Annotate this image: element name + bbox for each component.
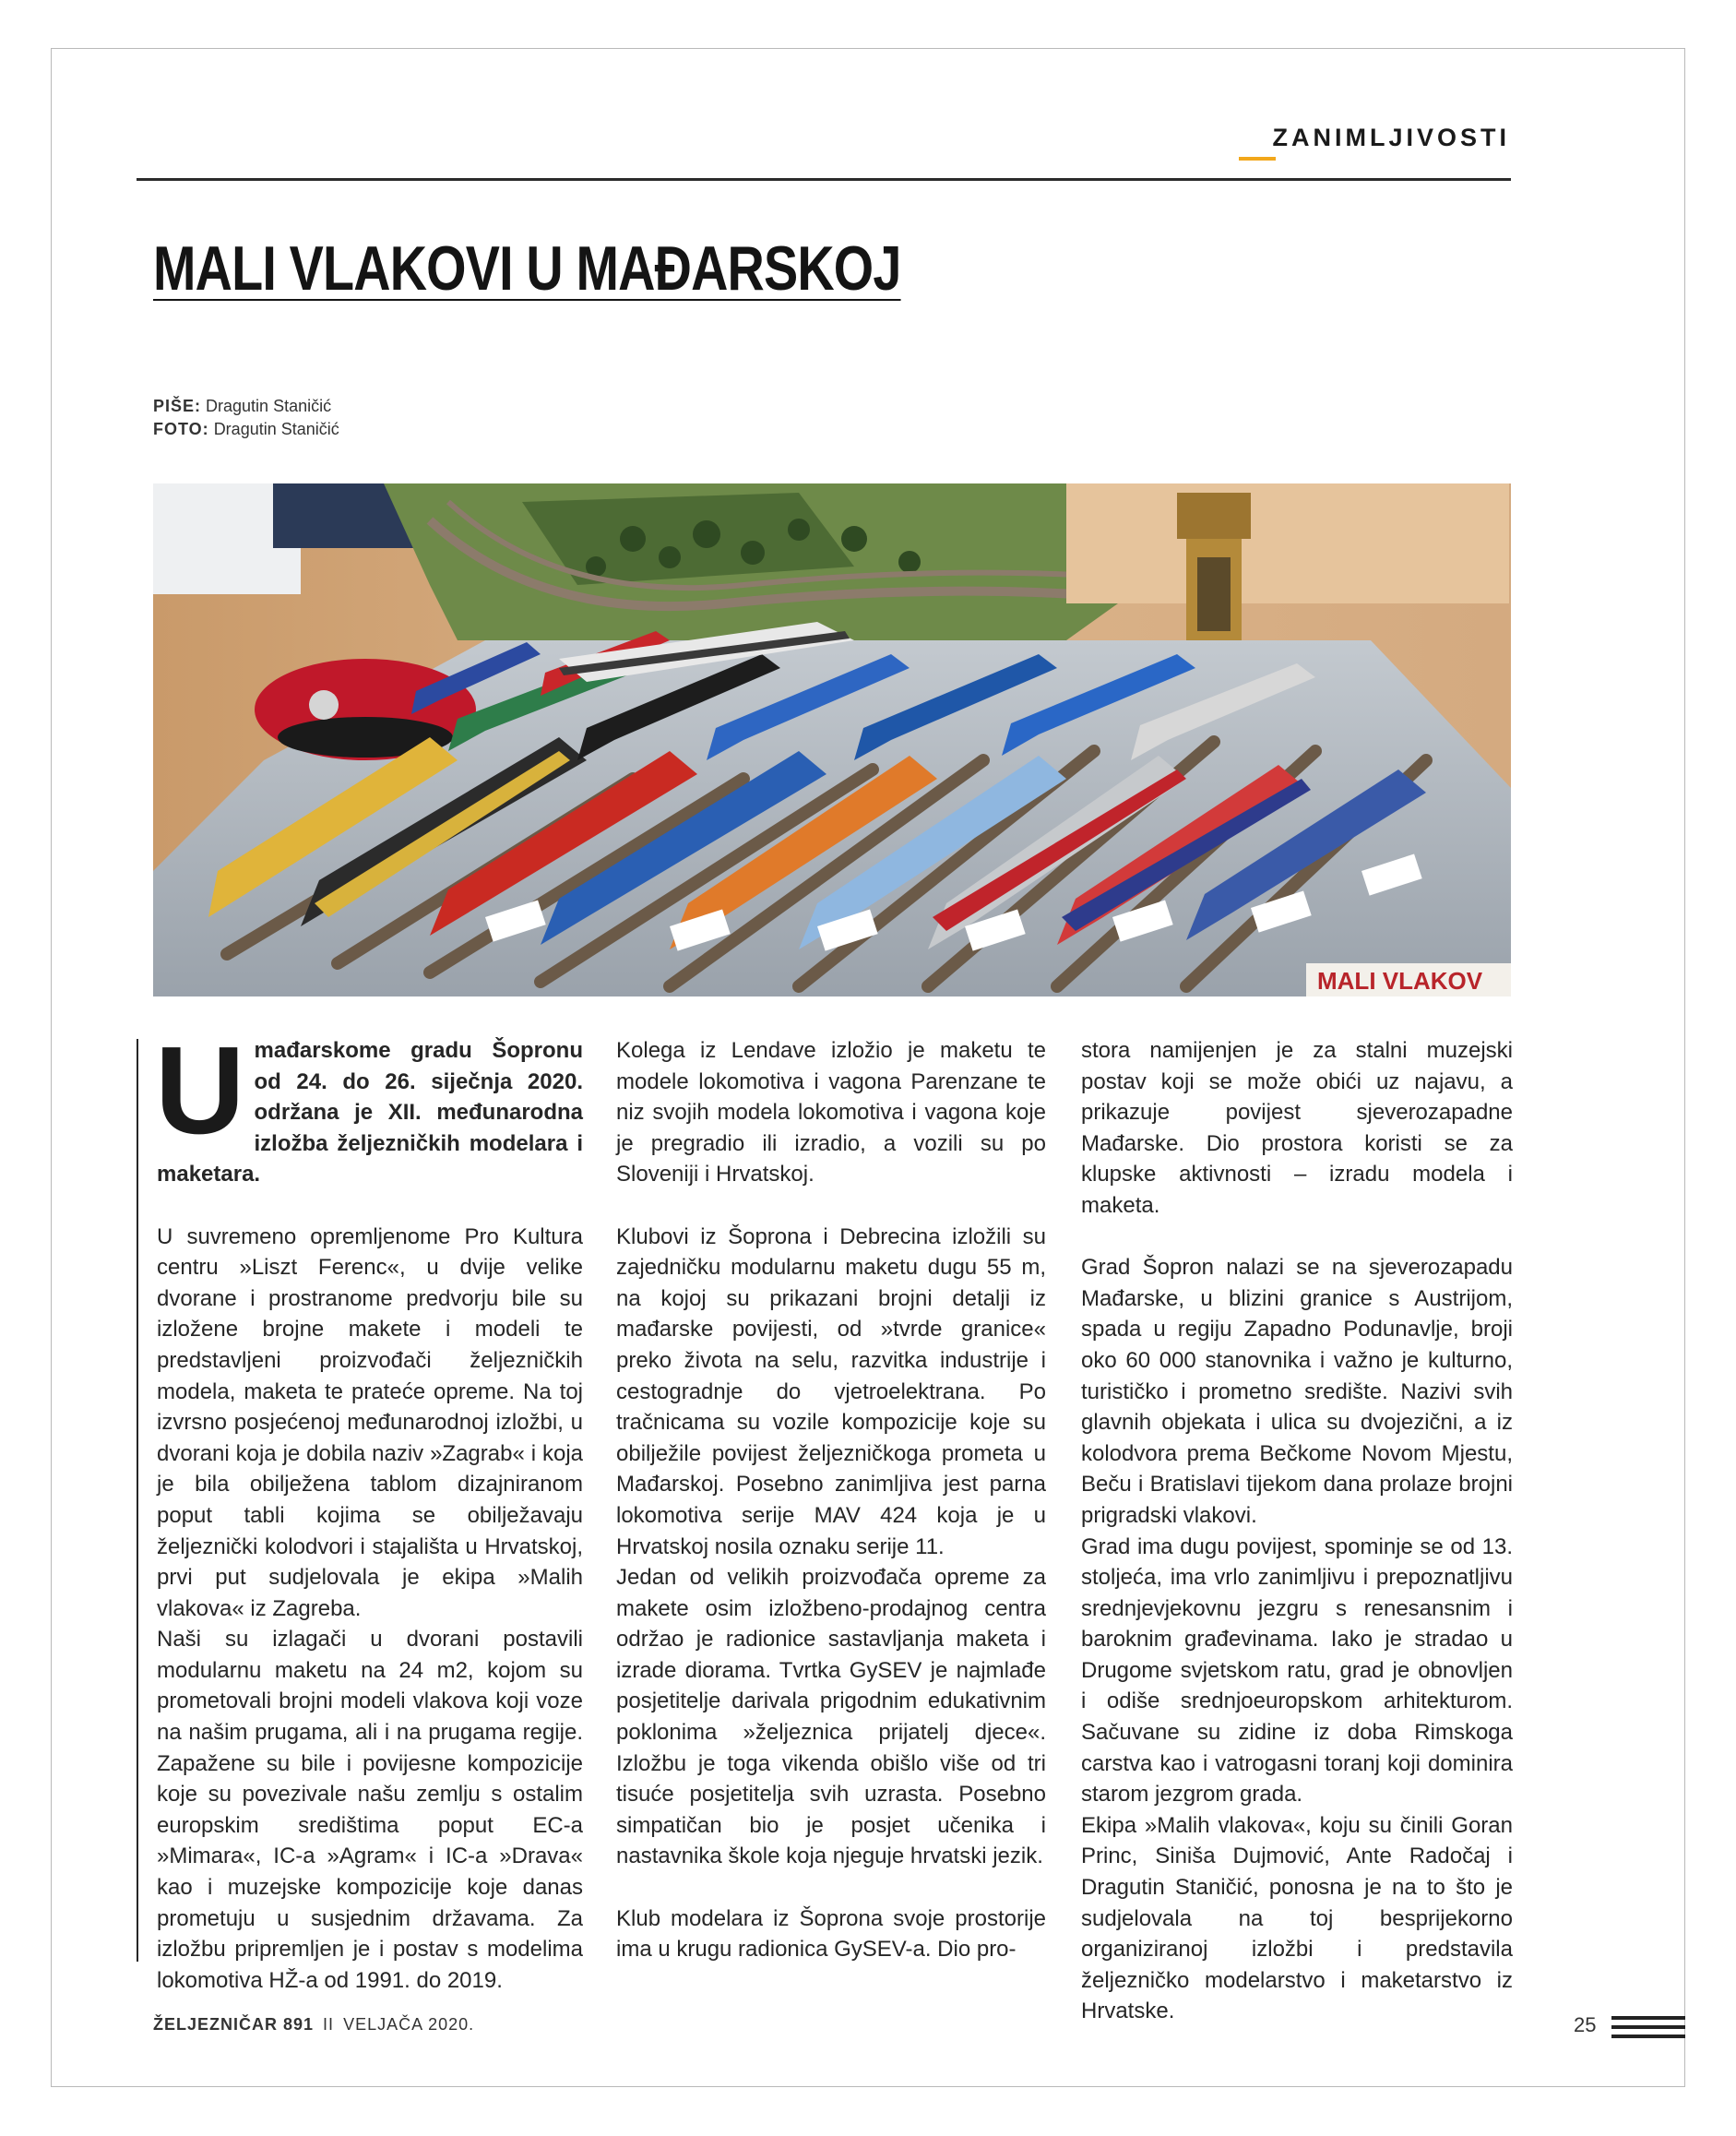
article-column-2 <box>616 1035 1046 1965</box>
column-rule <box>137 1039 138 1962</box>
section-accent-bar <box>1239 157 1276 161</box>
page-number-lines <box>1611 2016 1685 2044</box>
page-number: 25 <box>1574 2013 1597 2036</box>
article-title: MALI VLAKOVI U MAĐARSKOJ <box>153 233 901 304</box>
mali-vlakovi-sign: MALI VLAKOV <box>1317 967 1483 995</box>
article-column-1 <box>155 1020 583 1996</box>
model-trains-photo <box>153 483 1511 996</box>
page-footer <box>153 2015 474 2035</box>
author-line <box>153 395 339 418</box>
paragraph: Naši su izlagači u dvorani postavili modularnu maketu na 24 m2, kojom su prometovali brojni modeli vlakova koji voze na našim prugama, ali i na prugama regije. Zapažene su bile i povijesne kompozicije koje su povezivale našu zemlju s ostalim europskim središtima poput EC-a »Mimara«, IC-a »Agram« i IC-a »Drava« kao i muzejske kompozicije koje danas prometuju u susjednim državama. Za izložbu pripremljen je i postav s modelima lokomotiva HŽ-a od 1991. do 2019. <box>157 1627 583 1993</box>
header-rule <box>137 178 1511 181</box>
footer-separator: II <box>323 2015 335 2034</box>
photo-label: FOTO: <box>153 420 209 438</box>
paragraph: U suvremeno opremljenome Pro Kultura centru »Liszt Ferenc«, u dvije velike dvorane i prostranome predvorju bile su izložene brojne makete i modeli te predstavljeni proizvođači željezničkih modela, maketa te prateće opreme. Na toj izvrsno posjećenoj međunarodnoj izložbi, u dvorani koja je dobila naziv »Zagrab« i koja je bila obilježena tablom dizajniranom poput tabli kojima se obilježavaju željeznički kolodvori i stajališta u Hrvatskoj, prvi put sudjelovala je ekipa »Malih vlakova« iz Zagreba. <box>157 1223 583 1621</box>
photographer-name: Dragutin Staničić <box>213 420 339 438</box>
lead-paragraph <box>155 1020 583 1190</box>
author-label: PIŠE: <box>153 397 202 415</box>
author-name: Dragutin Staničić <box>206 397 332 415</box>
paragraph: Klubovi iz Šoprona i Debrecina izložili su zajedničku modularnu maketu dugu 55 m, na kojoj su prikazani brojni detalji iz mađarske povijesti, od »tvrde granice« preko života na selu, razvitka industrije i cestogradnje do vjetroelektrana. Po tračnicama su vozile kompozicije koje su obilježile povijest željezničkoga prometa u Mađarskoj. Posebno zanimljiva jest parna lokomotiva serije MAV 424 koja je u Hrvatskoj nosila oznaku serije 11. <box>616 1223 1046 1559</box>
photo-credit-line <box>153 418 339 441</box>
paragraph: Kolega iz Lendave izložio je maketu te modele lokomotiva i vagona Parenzane te niz svojih modela lokomotiva i vagona koje je pregradio ili izradio, a vozili su po Sloveniji i Hrvatskoj. <box>616 1038 1046 1187</box>
byline <box>153 395 339 441</box>
issue-date: VELJAČA 2020. <box>343 2015 475 2034</box>
magazine-name: ŽELJEZNIČAR 891 <box>153 2015 315 2034</box>
section-label: ZANIMLJIVOSTI <box>1272 124 1510 151</box>
paragraph: stora namijenjen je za stalni muzejski postav koji se može obići uz najavu, a prikazuje povijest sjeverozapadne Mađarske. Dio prostora koristi se za klupske aktivnosti – izradu modela i maketa. <box>1081 1038 1513 1218</box>
article-column-3 <box>1081 1035 1513 2027</box>
lead-text: mađarskome gradu Šopronu od 24. do 26. siječnja 2020. održana je XII. međunarodna izložba željezničkih modelara i maketara. <box>157 1038 583 1187</box>
article-photo <box>153 483 1511 996</box>
paragraph: Grad Šopron nalazi se na sjeverozapadu Mađarske, u blizini granice s Austrijom, spada u regiju Zapadno Podunavlje, broji oko 60 000 stanovnika i važno je kulturno, turističko i prometno središte. Nazivi svih glavnih objekata i ulica su dvojezični, a iz kolodvora prema Bečkome Novom Mjestu, Beču i Bratislavi tijekom dana prolaze brojni prigradski vlakovi. <box>1081 1255 1513 1528</box>
drop-cap: U <box>155 1020 245 1160</box>
paragraph: Grad ima dugu povijest, spominje se od 13. stoljeća, ima vrlo zanimljivu i prepoznatljivu srednjevjekovnu jezgru s renesansnim i baroknim građevinama. Iako je stradao u Drugome svjetskom ratu, grad je obnovljen i odiše srednjoeuropskom arhitekturom. Sačuvane su zidine iz doba Rimskoga carstva kao i vatrogasni toranj koji dominira starom jezgrom grada. <box>1081 1533 1513 1808</box>
paragraph: Klub modelara iz Šoprona svoje prostorije ima u krugu radionica GySEV-a. Dio pro- <box>616 1905 1046 1963</box>
paragraph: Ekipa »Malih vlakova«, koju su činili Goran Princ, Siniša Dujmović, Ante Radočaj i Dragutin Staničić, ponosna je na to što je sudjelovala na toj besprijekorno organiziranoj izložbi i predstavila željezničko modelarstvo i maketarstvo iz Hrvatske. <box>1081 1812 1513 2024</box>
paragraph: Jedan od velikih proizvođača opreme za makete osim izložbeno-prodajnog centra održao je radionice sastavljanja maketa i izrade diorama. Tvrtka GySEV je najmlađe posjetitelje darivala prigodnim edukativnim poklonima »željeznica prijatelj djece«. Izložbu je toga vikenda obišlo više od tri tisuće posjetitelja svih uzrasta. Posebno simpatičan bio je posjet učenika i nastavnika škole koja njeguje hrvatski jezik. <box>616 1565 1046 1869</box>
